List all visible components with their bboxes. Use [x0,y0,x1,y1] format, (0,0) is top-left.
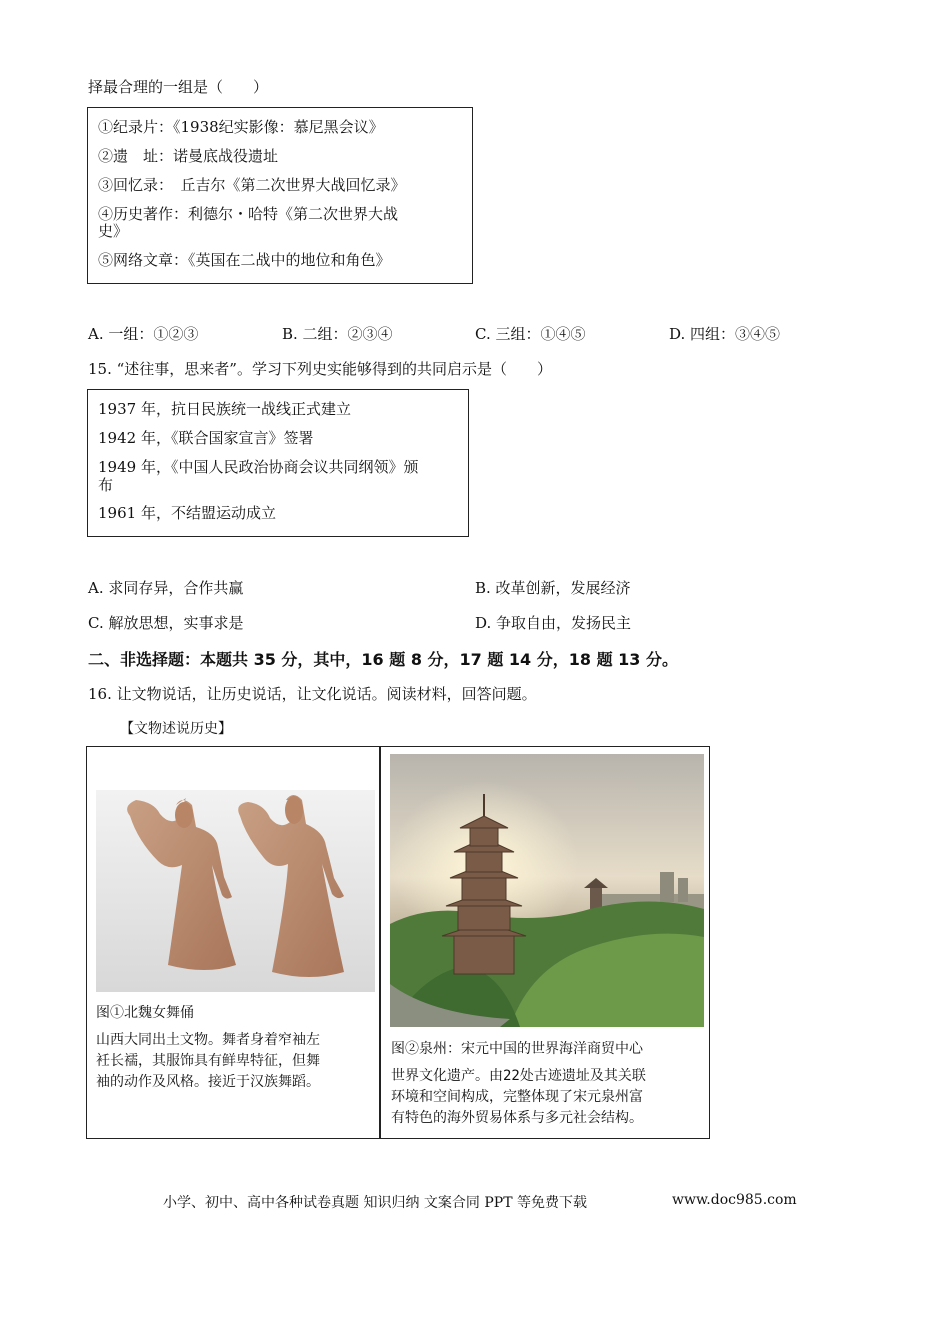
q16-material-table [86,746,710,1139]
footer-site-link[interactable]: www.doc985.com [672,1192,797,1208]
card2-text-line-2: 环境和空间构成，完整体现了宋元泉州富 [391,1089,643,1105]
card2-text-line-1: 世界文化遗产。由22处古迹遗址及其关联 [391,1068,646,1084]
q15-fact-3: 1949 年，《中国人民政治协商会议共同纲领》颁 [98,458,419,476]
q14-source-5: ⑤网络文章：《英国在二战中的地位和角色》 [98,251,391,269]
q14-option-a[interactable]: A. 一组：①②③ [88,325,199,343]
card1-text-line-2: 衽长襦，其服饰具有鲜卑特征，但舞 [96,1053,320,1069]
card1-text-line-3: 袖的动作及风格。接近于汉族舞蹈。 [96,1074,320,1090]
table-divider [379,747,381,1138]
quanzhou-pagoda-image [390,754,704,1027]
footer-text: 小学、初中、高中各种试卷真题 知识归纳 文案合同 PPT 等免费下载 [163,1195,587,1211]
q14-source-4: ④历史著作：利德尔・哈特《第二次世界大战 [98,205,399,223]
dancing-figurines-image [96,790,375,992]
q14-option-c[interactable]: C. 三组：①④⑤ [475,325,586,343]
q15-fact-1: 1937 年，抗日民族统一战线正式建立 [98,400,351,418]
card1-text-line-1: 山西大同出土文物。舞者身着窄袖左 [96,1032,320,1048]
q14-source-3: ③回忆录： 丘吉尔《第二次世界大战回忆录》 [98,176,406,194]
q16-stem: 16. 让文物说话，让历史说话，让文化说话。阅读材料，回答问题。 [88,685,537,703]
q14-stem-tail: 择最合理的一组是（ ） [88,78,269,96]
q15-fact-3-cont: 布 [98,476,114,494]
q14-source-1: ①纪录片：《1938纪实影像：慕尼黑会议》 [98,118,384,136]
q16-subtitle: 【文物述说历史】 [120,721,232,737]
q15-option-c[interactable]: C. 解放思想，实事求是 [88,614,244,632]
q15-option-b[interactable]: B. 改革创新，发展经济 [475,579,631,597]
q14-source-2: ②遗 址：诺曼底战役遗址 [98,147,279,165]
q15-fact-2: 1942 年，《联合国家宣言》签署 [98,429,314,447]
card2-text-line-3: 有特色的海外贸易体系与多元社会结构。 [391,1110,643,1126]
q15-stem: 15. “述往事，思来者”。学习下列史实能够得到的共同启示是（ ） [88,360,552,378]
q15-option-d[interactable]: D. 争取自由，发扬民主 [475,614,632,632]
q14-option-b[interactable]: B. 二组：②③④ [282,325,393,343]
q15-option-a[interactable]: A. 求同存异，合作共赢 [88,579,244,597]
q14-option-d[interactable]: D. 四组：③④⑤ [669,325,781,343]
q14-source-4-cont: 史》 [98,222,129,240]
q15-fact-4: 1961 年，不结盟运动成立 [98,504,276,522]
q15-facts-box [87,389,469,537]
q14-sources-box [87,107,473,284]
card2-caption: 图②泉州：宋元中国的世界海洋商贸中心 [391,1041,643,1057]
section-two-heading: 二、非选择题：本题共 35 分，其中，16 题 8 分，17 题 14 分，18 题 13 分。 [88,650,679,669]
card1-caption: 图①北魏女舞俑 [96,1005,194,1021]
